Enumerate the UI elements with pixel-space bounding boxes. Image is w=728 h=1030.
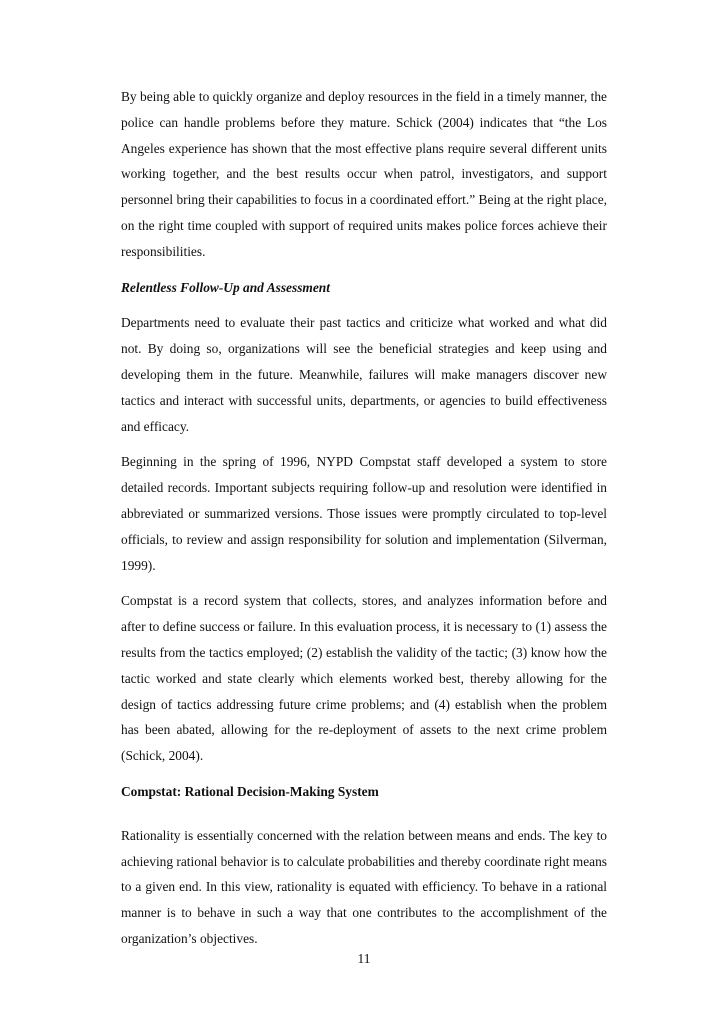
subheading-follow-up: Relentless Follow-Up and Assessment: [121, 279, 330, 295]
page-number: 11: [357, 951, 371, 966]
paragraph-evaluate-tactics: Departments need to evaluate their past tactics and criticize what worked and what did not. By doing so, organizations will see the beneficial strategies and keep using and developing them in the future. Meanwhile, failures will make managers discover new tactics and interact with successful units, departments, or agencies to build effectiveness and efficacy.: [121, 315, 607, 434]
paragraph-record-system: Compstat is a record system that collects, stores, and analyzes information before and after to define success or failure. In this evaluation process, it is necessary to (1) assess the results from the tactics employed; (2) establish the validity of the tactic; (3) know how the tactic worked and state clearly which elements worked best, thereby allowing for the design of tactics addressing future crime problems; and (4) establish when the problem has been abated, allowing for the re-deployment of assets to the next crime problem (Schick, 2004).: [121, 593, 607, 764]
section-heading-rational-decision: Compstat: Rational Decision-Making System: [121, 783, 379, 799]
paragraph-deployment: By being able to quickly organize and deploy resources in the field in a timely manner, the police can handle problems before they mature. Schick (2004) indicates that “the Los Angeles experience has shown that the most effective plans require several different units working together, and the best results occur when patrol, investigators, and support personnel bring their capabilities to focus in a coordinated effort.” Being at the right place, on the right time coupled with support of required units makes police forces achieve their responsibilities.: [121, 89, 607, 259]
paragraph-rationality: Rationality is essentially concerned with the relation between means and ends. The key to achieving rational behavior is to calculate probabilities and thereby coordinate right means to a given end. In this view, rationality is equated with efficiency. To behave in a rational manner is to behave in such a way that one contributes to the accomplishment of the organization’s objectives.: [121, 827, 607, 946]
page-body: [121, 84, 607, 962]
paragraph-nypd-records: Beginning in the spring of 1996, NYPD Compstat staff developed a system to store detailed records. Important subjects requiring follow-up and resolution were identified in abbreviated or summarized versions. Those issues were promptly circulated to top-level officials, to review and assign responsibility for solution and implementation (Silverman, 1999).: [121, 454, 607, 573]
